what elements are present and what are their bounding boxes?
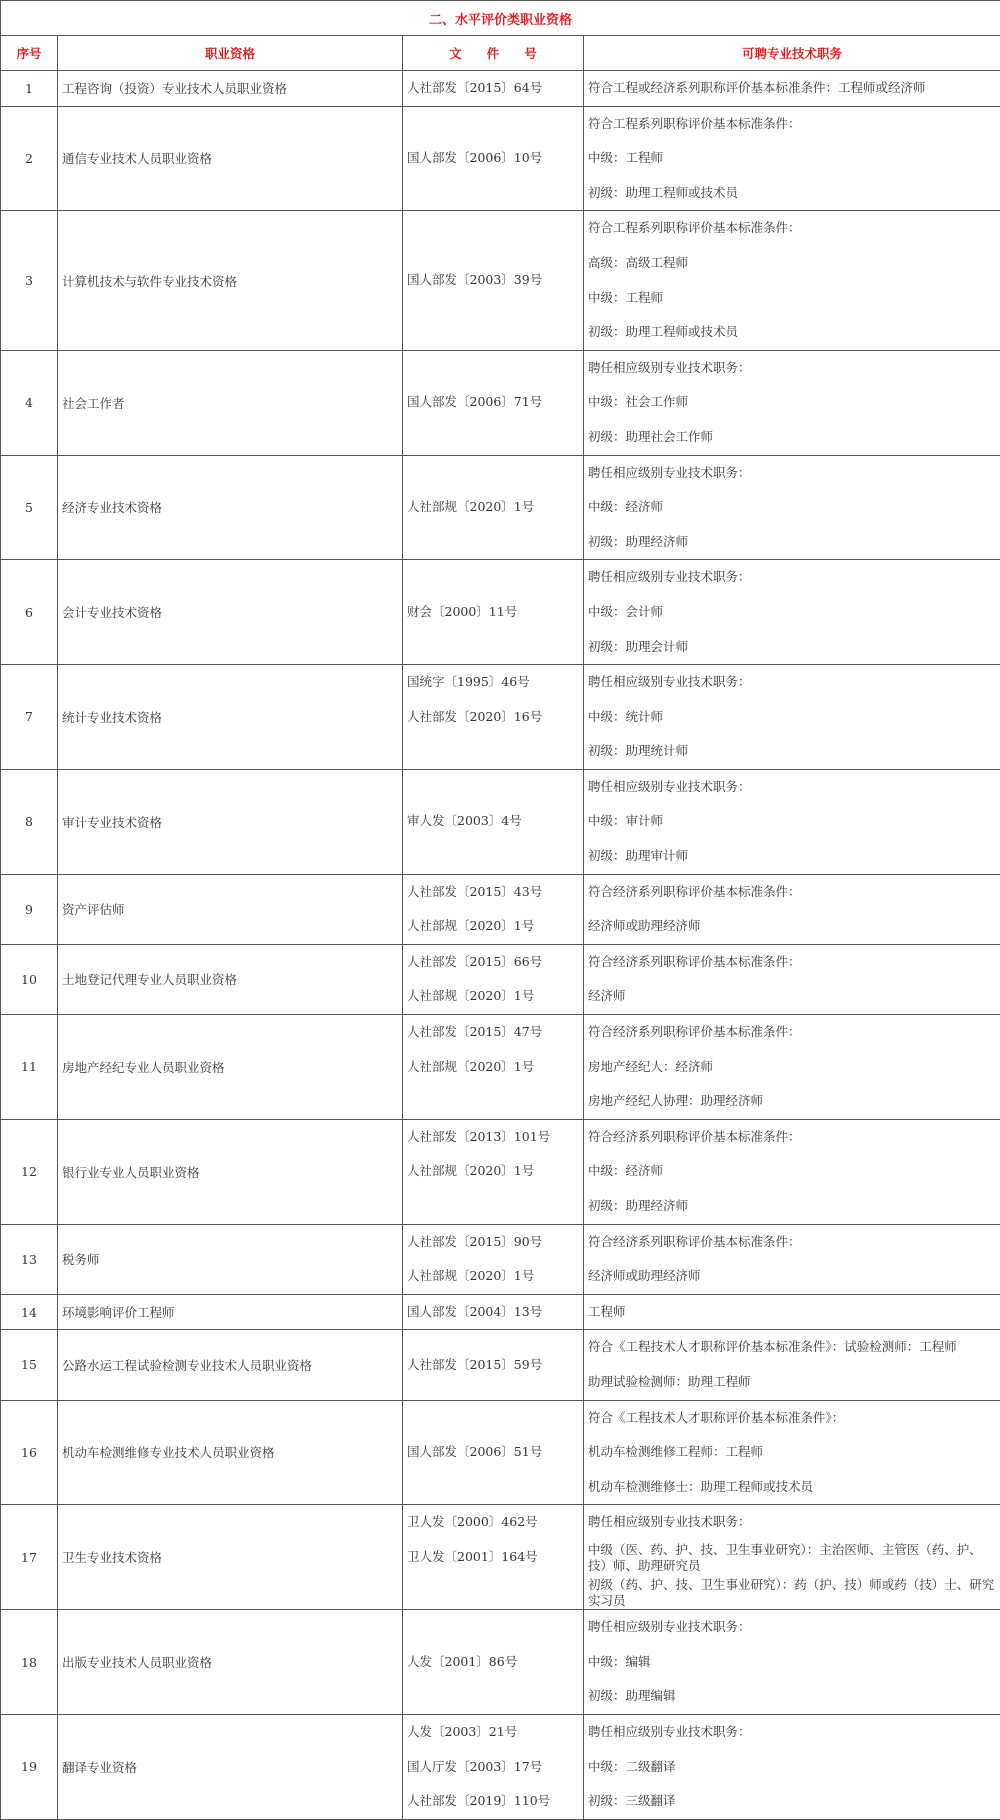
- row-number: 3: [1, 211, 58, 350]
- table-row: [1, 211, 1000, 350]
- document-number: 国人厅发〔2003〕17号: [403, 1750, 583, 1785]
- position-item: 初级：助理审计师: [584, 839, 1000, 874]
- position-item: 机动车检测维修士：助理工程师或技术员: [584, 1470, 1000, 1505]
- position-list: [584, 1015, 1000, 1120]
- position-item: 聘任相应级别专业技术职务：: [584, 560, 1000, 595]
- document-numbers: [403, 1400, 584, 1505]
- row-number: 13: [1, 1224, 58, 1294]
- document-number: 国人部发〔2003〕39号: [403, 263, 583, 298]
- position-list: [584, 769, 1000, 874]
- position-item: 符合经济系列职称评价基本标准条件：: [584, 1120, 1000, 1155]
- document-number: 国人部发〔2006〕10号: [403, 141, 583, 176]
- qualification-name: 机动车检测维修专业技术人员职业资格: [58, 1400, 403, 1505]
- row-number: 8: [1, 769, 58, 874]
- table-row: [1, 665, 1000, 770]
- document-number: 人社部发〔2015〕66号: [403, 945, 583, 980]
- position-item: 经济师或助理经济师: [584, 1259, 1000, 1294]
- position-item: 初级：三级翻译: [584, 1784, 1000, 1819]
- position-list: [584, 71, 1000, 107]
- table-row: [1, 944, 1000, 1014]
- row-number: 7: [1, 665, 58, 770]
- row-number: 18: [1, 1610, 58, 1715]
- document-number: 人社部规〔2020〕1号: [403, 909, 583, 944]
- document-number: 国人部发〔2006〕51号: [403, 1435, 583, 1470]
- position-item: 中级：工程师: [584, 141, 1000, 176]
- document-number: 人社部发〔2015〕59号: [403, 1348, 583, 1383]
- document-number: 人社部发〔2015〕43号: [403, 875, 583, 910]
- table-body: [1, 71, 1000, 1820]
- position-list: [584, 1224, 1000, 1294]
- position-item: 初级：助理经济师: [584, 525, 1000, 560]
- row-number: 11: [1, 1015, 58, 1120]
- header-qualification: 职业资格: [58, 36, 403, 71]
- table-row: [1, 1610, 1000, 1715]
- table-row: [1, 106, 1000, 211]
- position-item: 经济师: [584, 979, 1000, 1014]
- table-row: [1, 350, 1000, 455]
- header-position: 可聘专业技术职务: [584, 36, 1000, 71]
- table-row: [1, 71, 1000, 107]
- qualification-name: 社会工作者: [58, 350, 403, 455]
- position-list: [584, 455, 1000, 560]
- position-item: 聘任相应级别专业技术职务：: [584, 1610, 1000, 1645]
- position-item: 初级：助理工程师或技术员: [584, 176, 1000, 211]
- qualification-name: 计算机技术与软件专业技术资格: [58, 211, 403, 350]
- position-item: 中级：二级翻译: [584, 1750, 1000, 1785]
- document-numbers: [403, 1015, 584, 1120]
- document-number: 人社部发〔2019〕110号: [403, 1784, 583, 1819]
- qualification-name: 审计专业技术资格: [58, 769, 403, 874]
- position-item: 中级：经济师: [584, 490, 1000, 525]
- table-title: 二、水平评价类职业资格: [1, 1, 1000, 36]
- position-list: [584, 106, 1000, 211]
- position-item: 符合经济系列职称评价基本标准条件：: [584, 1225, 1000, 1260]
- position-item: 机动车检测维修工程师：工程师: [584, 1435, 1000, 1470]
- document-numbers: [403, 665, 584, 770]
- position-list: [584, 1119, 1000, 1224]
- document-numbers: [403, 350, 584, 455]
- position-item: 中级：经济师: [584, 1154, 1000, 1189]
- position-item: 房地产经纪人：经济师: [584, 1050, 1000, 1085]
- header-document: 文 件 号: [403, 36, 584, 71]
- table-row: [1, 455, 1000, 560]
- qualification-name: 卫生专业技术资格: [58, 1505, 403, 1610]
- document-number: 国人部发〔2004〕13号: [403, 1295, 583, 1330]
- document-numbers: [403, 1505, 584, 1610]
- position-item: 中级：编辑: [584, 1645, 1000, 1680]
- position-item: 聘任相应级别专业技术职务：: [584, 1505, 1000, 1540]
- document-numbers: [403, 1119, 584, 1224]
- position-list: [584, 1400, 1000, 1505]
- document-number: 审人发〔2003〕4号: [403, 804, 583, 839]
- row-number: 16: [1, 1400, 58, 1505]
- position-list: [584, 350, 1000, 455]
- position-item: 中级：统计师: [584, 700, 1000, 735]
- table-row: [1, 1224, 1000, 1294]
- table-row: [1, 769, 1000, 874]
- document-numbers: [403, 1714, 584, 1819]
- document-number: 人发〔2001〕86号: [403, 1645, 583, 1680]
- position-list: [584, 1330, 1000, 1400]
- row-number: 2: [1, 106, 58, 211]
- position-item: 符合经济系列职称评价基本标准条件：: [584, 875, 1000, 910]
- table-row: [1, 1400, 1000, 1505]
- qualification-name: 会计专业技术资格: [58, 560, 403, 665]
- table-row: [1, 1015, 1000, 1120]
- document-number: 人社部发〔2015〕64号: [403, 71, 583, 106]
- position-item: 初级：助理统计师: [584, 734, 1000, 769]
- row-number: 12: [1, 1119, 58, 1224]
- document-number: 人社部发〔2013〕101号: [403, 1120, 583, 1155]
- position-item: 初级：助理经济师: [584, 1189, 1000, 1224]
- document-number: 国统字〔1995〕46号: [403, 665, 583, 700]
- position-item: 初级：助理编辑: [584, 1679, 1000, 1714]
- position-item: 初级：助理社会工作师: [584, 420, 1000, 455]
- qualification-name: 土地登记代理专业人员职业资格: [58, 944, 403, 1014]
- header-no: 序号: [1, 36, 58, 71]
- qualification-name: 工程咨询（投资）专业技术人员职业资格: [58, 71, 403, 107]
- position-item: 符合工程系列职称评价基本标准条件：: [584, 211, 1000, 246]
- qualification-name: 税务师: [58, 1224, 403, 1294]
- position-list: [584, 560, 1000, 665]
- document-numbers: [403, 1330, 584, 1400]
- position-list: [584, 1294, 1000, 1330]
- position-list: [584, 1714, 1000, 1819]
- position-list: [584, 211, 1000, 350]
- document-number: 人社部发〔2020〕16号: [403, 700, 583, 735]
- position-list: [584, 944, 1000, 1014]
- document-number: 国人部发〔2006〕71号: [403, 385, 583, 420]
- table-row: [1, 1294, 1000, 1330]
- document-numbers: [403, 455, 584, 560]
- document-number: 人社部发〔2015〕47号: [403, 1015, 583, 1050]
- table-row: [1, 1330, 1000, 1400]
- qualification-name: 房地产经纪专业人员职业资格: [58, 1015, 403, 1120]
- position-item: 初级（药、护、技、卫生事业研究）：药（护、技）师或药（技）士、研究实习员: [584, 1575, 1000, 1610]
- table-row: [1, 560, 1000, 665]
- position-item: 符合《工程技术人才职称评价基本标准条件》：试验检测师：工程师: [584, 1330, 1000, 1365]
- document-number: 人发〔2003〕21号: [403, 1715, 583, 1750]
- position-item: 符合工程系列职称评价基本标准条件：: [584, 107, 1000, 142]
- document-numbers: [403, 560, 584, 665]
- position-item: 中级：工程师: [584, 281, 1000, 316]
- qualification-name: 资产评估师: [58, 874, 403, 944]
- document-numbers: [403, 211, 584, 350]
- position-item: 中级（医、药、护、技、卫生事业研究）：主治医师、主管医（药、护、技）师、助理研究员: [584, 1540, 1000, 1575]
- table-row: [1, 1505, 1000, 1610]
- document-number: 人社部规〔2020〕1号: [403, 1154, 583, 1189]
- position-item: 符合工程或经济系列职称评价基本标准条件：工程师或经济师: [584, 71, 1000, 106]
- document-number: 人社部规〔2020〕1号: [403, 1259, 583, 1294]
- position-item: 符合经济系列职称评价基本标准条件：: [584, 1015, 1000, 1050]
- row-number: 9: [1, 874, 58, 944]
- table-row: [1, 1119, 1000, 1224]
- document-number: 财会〔2000〕11号: [403, 595, 583, 630]
- position-item: 聘任相应级别专业技术职务：: [584, 1715, 1000, 1750]
- document-number: 卫人发〔2001〕164号: [403, 1540, 583, 1575]
- position-list: [584, 1610, 1000, 1715]
- position-item: 符合经济系列职称评价基本标准条件：: [584, 945, 1000, 980]
- qualification-name: 出版专业技术人员职业资格: [58, 1610, 403, 1715]
- row-number: 5: [1, 455, 58, 560]
- position-list: [584, 1505, 1000, 1610]
- position-item: 高级：高级工程师: [584, 246, 1000, 281]
- row-number: 4: [1, 350, 58, 455]
- document-numbers: [403, 1610, 584, 1715]
- document-numbers: [403, 1224, 584, 1294]
- document-numbers: [403, 71, 584, 107]
- document-numbers: [403, 874, 584, 944]
- table-row: [1, 874, 1000, 944]
- qualification-name: 环境影响评价工程师: [58, 1294, 403, 1330]
- document-number: 人社部发〔2015〕90号: [403, 1225, 583, 1260]
- position-item: 中级：会计师: [584, 595, 1000, 630]
- position-list: [584, 874, 1000, 944]
- row-number: 14: [1, 1294, 58, 1330]
- row-number: 6: [1, 560, 58, 665]
- document-numbers: [403, 944, 584, 1014]
- row-number: 19: [1, 1714, 58, 1819]
- document-numbers: [403, 1294, 584, 1330]
- document-number: 人社部规〔2020〕1号: [403, 979, 583, 1014]
- position-item: 中级：社会工作师: [584, 385, 1000, 420]
- position-item: 聘任相应级别专业技术职务：: [584, 665, 1000, 700]
- position-item: 初级：助理会计师: [584, 630, 1000, 665]
- document-number: 人社部规〔2020〕1号: [403, 490, 583, 525]
- document-number: 人社部规〔2020〕1号: [403, 1050, 583, 1085]
- table-row: [1, 1714, 1000, 1819]
- position-item: 经济师或助理经济师: [584, 909, 1000, 944]
- position-item: 聘任相应级别专业技术职务：: [584, 351, 1000, 386]
- position-item: 房地产经纪人协理：助理经济师: [584, 1084, 1000, 1119]
- row-number: 15: [1, 1330, 58, 1400]
- document-numbers: [403, 106, 584, 211]
- position-item: 初级：助理工程师或技术员: [584, 315, 1000, 350]
- document-numbers: [403, 769, 584, 874]
- qualification-name: 经济专业技术资格: [58, 455, 403, 560]
- position-item: 聘任相应级别专业技术职务：: [584, 456, 1000, 491]
- qualification-name: 通信专业技术人员职业资格: [58, 106, 403, 211]
- position-item: 工程师: [584, 1295, 1000, 1330]
- position-item: 助理试验检测师：助理工程师: [584, 1365, 1000, 1400]
- row-number: 17: [1, 1505, 58, 1610]
- qualification-name: 统计专业技术资格: [58, 665, 403, 770]
- qualification-name: 公路水运工程试验检测专业技术人员职业资格: [58, 1330, 403, 1400]
- position-list: [584, 665, 1000, 770]
- row-number: 1: [1, 71, 58, 107]
- document-number: 卫人发〔2000〕462号: [403, 1505, 583, 1540]
- qualification-name: 翻译专业资格: [58, 1714, 403, 1819]
- position-item: 中级：审计师: [584, 804, 1000, 839]
- position-item: 聘任相应级别专业技术职务：: [584, 770, 1000, 805]
- row-number: 10: [1, 944, 58, 1014]
- qualification-name: 银行业专业人员职业资格: [58, 1119, 403, 1224]
- position-item: 符合《工程技术人才职称评价基本标准条件》：: [584, 1401, 1000, 1436]
